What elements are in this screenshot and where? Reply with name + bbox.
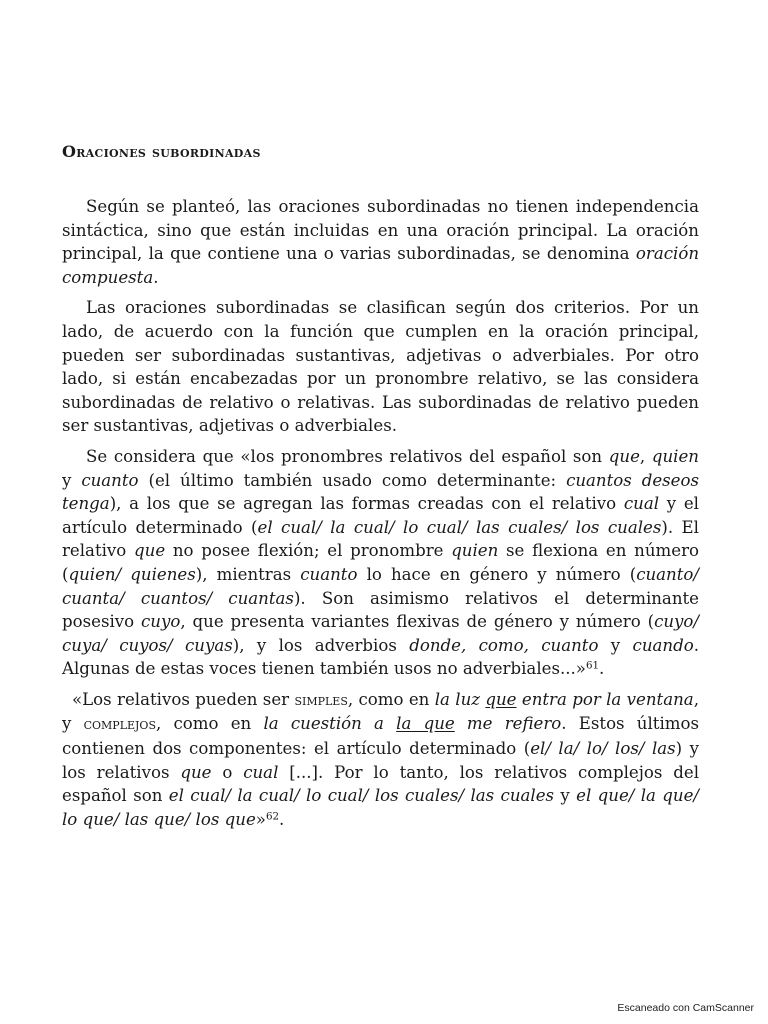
footnote-ref: 61 — [585, 659, 600, 672]
italic-term: que — [180, 762, 212, 782]
italic-term: que — [134, 541, 166, 561]
text: . — [153, 267, 159, 287]
italic-term: quien/ quienes — [68, 564, 196, 584]
text: , y — [62, 689, 699, 734]
small-caps-term: simples — [294, 690, 348, 709]
text: «Los relativos pueden ser — [72, 689, 295, 709]
text: y — [554, 786, 577, 806]
paragraph-1 — [62, 195, 699, 289]
text: no posee flexión; el pronombre — [165, 541, 452, 561]
text: , como en — [347, 689, 435, 709]
text: (el último también usado como determinante: — [138, 470, 567, 490]
text: , — [639, 446, 652, 466]
text: Se considera que «los pronombres relativos del español son — [86, 446, 609, 466]
italic-term: cuanto — [300, 564, 358, 584]
underlined-term — [485, 690, 516, 709]
text: ). Son asimismo relativos el determinante posesivo — [62, 588, 700, 632]
italic-term: cuando — [632, 635, 694, 655]
italic-term: quien — [651, 446, 699, 466]
text: » — [255, 809, 266, 829]
text: . — [599, 659, 605, 679]
text: , como en — [156, 714, 264, 734]
italic-term: entra por la ventana — [516, 689, 694, 709]
italic-term: cual — [623, 494, 660, 514]
text: . — [279, 809, 285, 829]
italic-term: donde, como, cuanto — [409, 635, 599, 655]
section-heading: Oraciones subordinadas — [62, 142, 261, 161]
italic-term: el cual/ la cual/ lo cual/ los cuales/ las cuales — [168, 786, 555, 806]
document-page — [62, 142, 699, 838]
italic-term: cuyo/ cuya/ cuyos/ cuyas — [62, 612, 699, 655]
italic-term: me refiero — [454, 714, 562, 734]
italic-term: el cual/ la cual/ lo cual/ las cuales/ los cuales — [257, 517, 662, 537]
italic-term: el/ la/ lo/ los/ las — [530, 739, 676, 759]
text: ), a los que se agregan las formas creadas con el relativo — [109, 494, 624, 514]
text: , que presenta variantes flexivas de género y número ( — [180, 612, 655, 632]
italic-term: cuanto — [81, 470, 139, 490]
paragraph-4 — [62, 688, 699, 832]
italic-term: cuantos deseos tenga — [62, 470, 700, 514]
text: o — [211, 762, 244, 782]
paragraph-3 — [62, 445, 699, 681]
text: se flexiona en número ( — [62, 541, 699, 584]
small-caps-term: complejos — [83, 715, 156, 734]
paragraph-2: Las oraciones subordinadas se clasifican según dos criterios. Por un lado, de acuerdo con la función que cumplen en la oración principal, pueden ser subordinadas sustantivas, adjetivas o adverbiales. Por otro lado, si están encabezadas por un pronombre relativo, se las considera subordinadas de relativo o relativas. Las subordinadas de relativo pueden ser sustantivas, adjetivas o adverbiales. — [62, 298, 699, 436]
italic-term: la luz — [434, 689, 486, 709]
text: ), y los adverbios — [232, 635, 410, 655]
text: y el artículo determinado ( — [62, 494, 699, 537]
italic-term: que — [608, 446, 640, 466]
italic-term: cuyo — [141, 612, 181, 632]
text: ). El relativo — [62, 517, 699, 561]
text: ), mientras — [195, 564, 301, 584]
text: . Algunas de estas voces tienen también usos no adverbiales...» — [62, 635, 699, 679]
text: y — [62, 470, 82, 490]
italic-term: quien — [451, 541, 499, 561]
underline: la que — [396, 714, 455, 734]
underline: que — [485, 689, 517, 709]
italic-term: el que/ la que/ lo que/ las que/ los que — [62, 786, 699, 829]
scanner-watermark: Escaneado con CamScanner — [617, 1002, 754, 1014]
underlined-term — [396, 714, 455, 733]
text: [...]. Por lo tanto, los relativos complejos del español son — [62, 762, 699, 806]
italic-term: la cuestión a — [263, 714, 397, 734]
footnote-ref: 62 — [265, 810, 280, 823]
text: y — [598, 635, 633, 655]
text: . Estos últimos contienen dos componentes: el artículo determinado ( — [62, 714, 700, 759]
italic-term: cual — [243, 762, 279, 782]
text: lo hace en género y número ( — [357, 564, 637, 584]
text: ) y los relativos — [62, 739, 700, 782]
italic-term: oración compuesta — [62, 244, 699, 287]
italic-term: cuanto/ cuanta/ cuantos/ cuantas — [62, 564, 699, 608]
text: Según se planteó, las oraciones subordinadas no tienen independencia sintáctica, sino que están incluidas en una oración principal. La oración principal, la que contiene una o varias subordinadas, se denomina — [62, 197, 699, 264]
